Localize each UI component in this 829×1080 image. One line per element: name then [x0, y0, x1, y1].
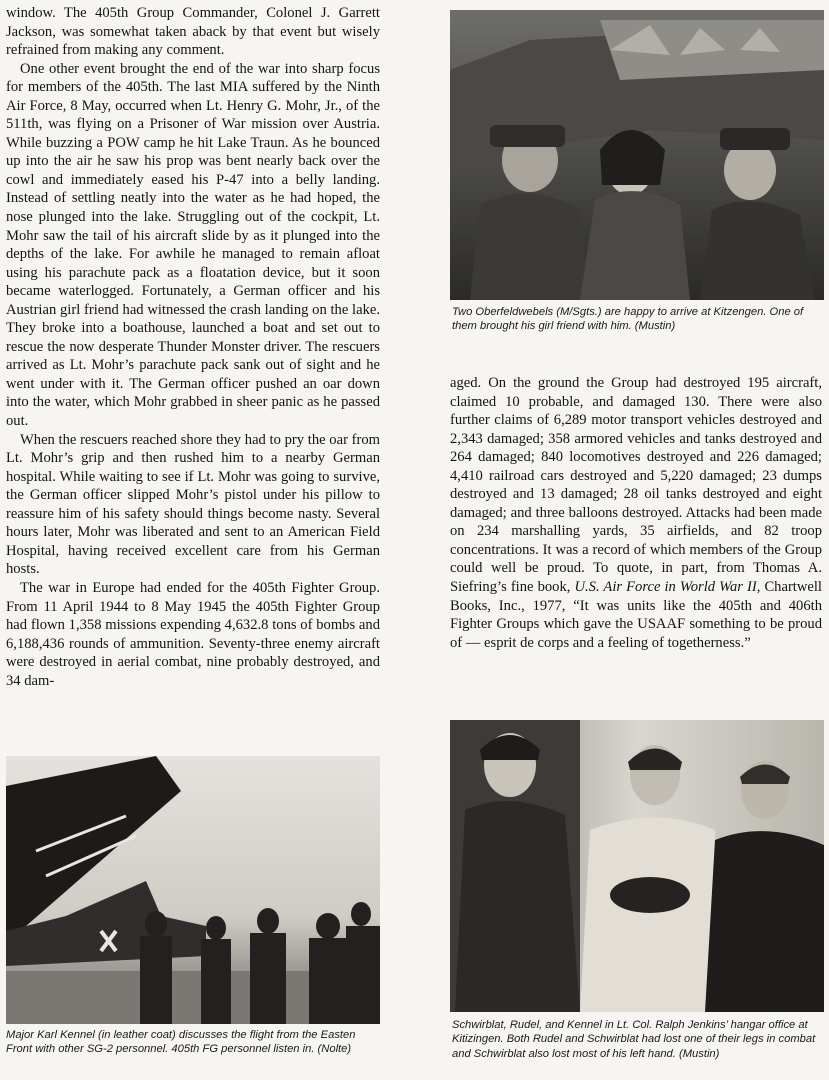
paragraph	[450, 374, 822, 652]
paragraph-text: Chartwell Books, Inc., 1977, “It was units like the 405th and 406th Fighter Groups which gave the USAAF something to be proud of — esprit de corps and a feeling of togetherness.”	[450, 579, 822, 651]
paragraph-text: aged. On the ground the Group had destroyed 195 aircraft, claimed 10 probable, and damaged 130. There were also further claims of 6,289 motor transport vehicles destroyed and 2,343 damaged; 358 armored vehicles and tanks destroyed and 264 damaged; 840 locomotives destroyed and 226 damaged; 4,410 railroad cars destroyed and 5,220 damaged; 23 dumps destroyed and 13 damaged; 28 oil tanks destroyed and eight damaged; and three balloons destroyed. Attacks had been made on 234 marshalling yards, 35 airfields, and 82 troop concentrations. It was a record of which members of the Group could well be proud. To quote, in part, from Thomas A. Siefring’s fine book,	[450, 375, 822, 596]
paragraph: The war in Europe had ended for the 405th Fighter Group. From 11 April 1944 to 8 May 1945 the 405th Fighter Group had flown 1,358 missions expending 4,632.8 tons of bombs and 6,188,436 rounds of ammunition. Seventy-three enemy aircraft were destroyed in aerial combat, nine probably destroyed, and 34 dam-	[6, 579, 380, 689]
photo-two-oberfeldwebels	[450, 10, 824, 300]
photo-caption: Major Karl Kennel (in leather coat) discusses the flight from the Easten Front with other SG-2 personnel. 405th FG personnel listen in. (Nolte)	[6, 1029, 356, 1056]
right-text-column	[450, 374, 822, 652]
photo-caption: Schwirblat, Rudel, and Kennel in Lt. Col. Ralph Jenkins’ hangar office at Kitizingen. Both Rudel and Schwirblat had lost one of their legs in combat and Schwirblat also lost most of his left hand. (Mustin)	[452, 1019, 816, 1060]
paragraph: When the rescuers reached shore they had to pry the oar from Lt. Mohr’s grip and then rushed him to a nearby German hospital. While waiting to see if Lt. Mohr was going to survive, the German officer slipped Mohr’s pistol under his pillow to reassure him of his safety should things become nasty. Several hours later, Mohr was liberated and sent to an American Field Hospital, having received excellent care from his German hosts.	[6, 431, 380, 578]
photo-hangar-office	[450, 720, 824, 1012]
book-title: U.S. Air Force in World War II,	[574, 579, 761, 596]
paragraph: One other event brought the end of the war into sharp focus for members of the 405th. The last MIA suffered by the Ninth Air Force, 8 May, occurred when Lt. Henry G. Mohr, Jr., of the 511th, was flying on a Prisoner of War mission over Austria. While buzzing a POW camp he hit Lake Traun. As he bounced up into the air he saw his prop was bent nearly back over the cowl and immediately eased his P-47 into a belly landing. Instead of settling neatly into the water as he had hoped, the nose plunged into the lake. Struggling out of the cockpit, Lt. Mohr saw the tail of his aircraft slide by as it plunged into the depths of the lake. For awhile he managed to remain afloat using his parachute pack as a floatation device, but it soon became waterlogged. Fortunately, a German officer and his Austrian girl friend had witnessed the crash landing on the lake. They broke into a boathouse, launched a boat and set out to rescue the now desperate Thunder Monster driver. The rescuers arrived as Lt. Mohr’s parachute pack sank out of sight and he went under with it. The German officer pushed an oar down into the water, which Mohr grabbed in sheer panic as he passed out.	[6, 60, 380, 430]
left-text-column	[6, 4, 380, 690]
paragraph: window. The 405th Group Commander, Colonel J. Garrett Jackson, was somewhat taken aback by that event but wisely refrained from making any comment.	[6, 5, 380, 59]
photo-karl-kennel	[6, 756, 380, 1024]
photo-caption: Two Oberfeldwebels (M/Sgts.) are happy to arrive at Kitzengen. One of them brought his girl friend with him. (Mustin)	[452, 306, 804, 333]
